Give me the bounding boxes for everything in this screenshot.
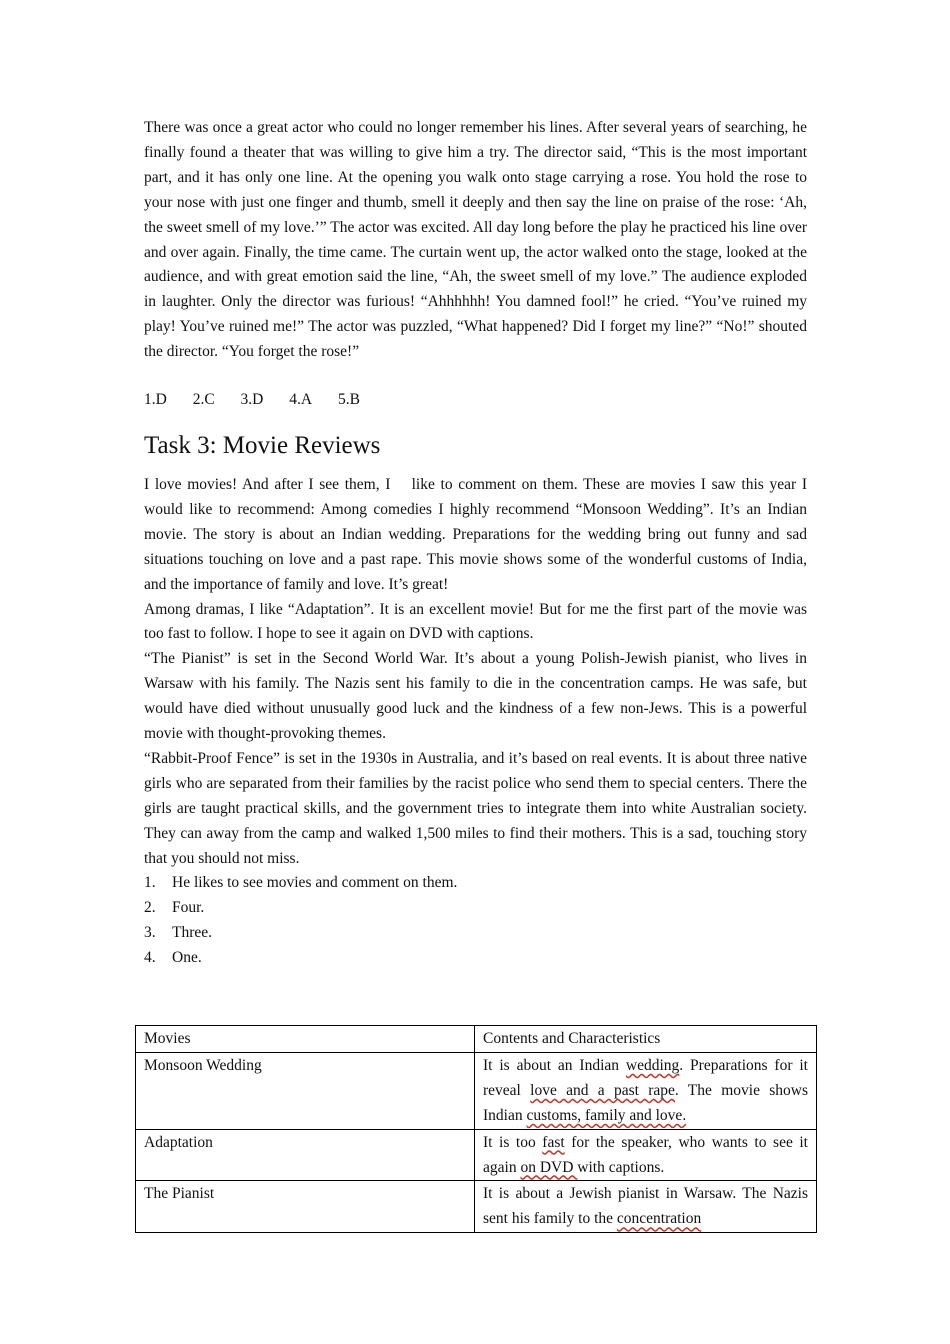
underlined-answer: love and a past rape (530, 1081, 675, 1099)
underlined-answer: wedding (625, 1056, 680, 1074)
list-item: 1. He likes to see movies and comment on them. (144, 874, 458, 892)
review-paragraph: “Rabbit-Proof Fence” is set in the 1930s in Australia, and it’s based on real events. It is about three native girls who are separated from their families by the racist police who send them to special centers. There the girls are taught practical skills, and the government tries to integrate them into white Australian society. They can away from the camp and walked 1,500 miles to find their mothers. This is a sad, touching story that you should not miss. (144, 749, 807, 867)
list-item: 4. One. (144, 949, 202, 967)
movie-description: It is too fast for the speaker, who wants to see it again on DVD with captions. (475, 1129, 817, 1181)
answer-list (144, 871, 807, 971)
underlined-answer: customs, family and love. (526, 1106, 687, 1124)
underlined-answer: fast (542, 1133, 565, 1151)
review-paragraph: Among dramas, I like “Adaptation”. It is an excellent movie! But for me the first part of the movie was too fast to follow. I hope to see it again on DVD with captions. (144, 600, 807, 643)
table-header-row (136, 1026, 817, 1053)
movie-title: Monsoon Wedding (136, 1052, 475, 1129)
movie-title: Adaptation (136, 1129, 475, 1181)
answer-1: 1.D (144, 391, 167, 409)
underlined-answer: concentration (616, 1210, 702, 1228)
movie-description: It is about a Jewish pianist in Warsaw. The Nazis sent his family to the concentration (475, 1181, 817, 1233)
table-row (136, 1052, 817, 1129)
answer-4: 4.A (289, 391, 313, 409)
movie-title: The Pianist (136, 1181, 475, 1233)
column-header: Contents and Characteristics (475, 1026, 817, 1053)
column-header: Movies (136, 1026, 475, 1053)
table-row (136, 1129, 817, 1181)
document-page (144, 116, 807, 971)
movie-description: It is about an Indian wedding. Preparations for it reveal love and a past rape. The movie shows Indian customs, family and love. (475, 1052, 817, 1129)
movies-table (135, 1025, 817, 1233)
answer-5: 5.B (337, 391, 360, 409)
answer-key (144, 388, 807, 413)
review-paragraph: I love movies! And after I see them, I like to comment on them. These are movies I saw this year I would like to recommend: Among comedies I highly recommend “Monsoon Wedding”. It’s an Indian movie. The story is about an Indian wedding. Preparations for the wedding bring out funny and sad situations touching on love and a past rape. This movie shows some of the wonderful customs of India, and the importance of family and love. It’s great! (144, 475, 807, 593)
list-item: 2. Four. (144, 899, 205, 917)
table-row (136, 1181, 817, 1233)
story-paragraph: There was once a great actor who could no longer remember his lines. After several years of searching, he finally found a theater that was willing to give him a try. The director said, “This is the most important part, and it has only one line. At the opening you walk onto stage carrying a rose. You hold the rose to your nose with just one finger and thumb, smell it deeply and then say the line on praise of the rose: ‘Ah, the sweet smell of my love.’” The actor was excited. All day long before the play he practiced his line over and over again. Finally, the time came. The curtain went up, the actor walked onto the stage, looked at the audience, and with great emotion said the line, “Ah, the sweet smell of my love.” The audience exploded in laughter. Only the director was furious! “Ahhhhhh! You damned fool!” he cried. “You’ve ruined my play! You’ve ruined me!” The actor was puzzled, “What happened? Did I forget my line?” “No!” shouted the director. “You forget the rose!” (144, 119, 807, 361)
section-heading: Task 3: Movie Reviews (144, 431, 381, 459)
answer-2: 2.C (192, 391, 215, 409)
answer-3: 3.D (240, 391, 264, 409)
review-paragraph: “The Pianist” is set in the Second World War. It’s about a young Polish-Jewish pianist, who lives in Warsaw with his family. The Nazis sent his family to die in the concentration camps. He was safe, but would have died without unusually good luck and the kindness of a few non-Jews. This is a powerful movie with thought-provoking themes. (144, 650, 807, 743)
underlined-answer: on DVD (520, 1158, 578, 1176)
list-item: 3. Three. (144, 924, 213, 942)
